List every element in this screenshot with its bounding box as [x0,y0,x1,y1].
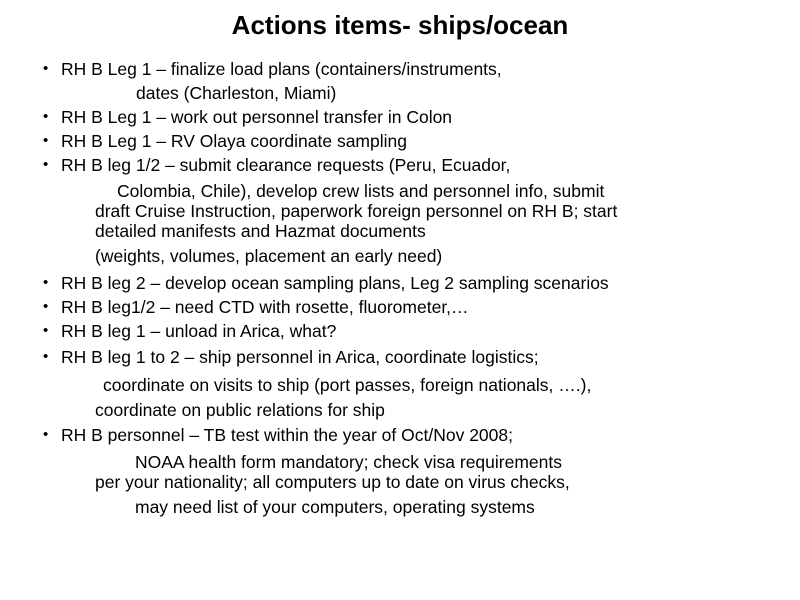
bullet-icon: • [43,156,49,173]
bullet-icon: • [43,322,49,339]
slide-title: Actions items- ships/ocean [231,10,569,40]
bullet-icon: • [43,426,49,443]
item-3-line-1: RH B Leg 1 – RV Olaya coordinate sampling [61,131,407,151]
item-5-line-1: RH B leg 2 – develop ocean sampling plans, Leg 2 sampling scenarios [61,273,609,293]
item-6-line-1: RH B leg1/2 – need CTD with rosette, fluorometer,… [61,297,469,317]
bullet-icon: • [43,274,49,291]
bullet-icon: • [43,108,49,125]
item-9-line-2: NOAA health form mandatory; check visa requirements [135,452,562,472]
item-9-line-4: may need list of your computers, operating systems [135,497,535,517]
bullet-icon: • [43,60,49,77]
item-8-line-2: coordinate on visits to ship (port passes, foreign nationals, ….), [103,375,592,395]
bullet-icon: • [43,348,49,365]
item-4-line-2: Colombia, Chile), develop crew lists and personnel info, submit [117,181,605,201]
item-4-line-5: (weights, volumes, placement an early need) [95,246,443,266]
item-1-line-1: RH B Leg 1 – finalize load plans (containers/instruments, [61,59,502,79]
bullet-icon: • [43,298,49,315]
item-8-line-3: coordinate on public relations for ship [95,400,385,420]
bullet-icon: • [43,132,49,149]
item-9-line-1: RH B personnel – TB test within the year of Oct/Nov 2008; [61,425,513,445]
item-1-line-2: dates (Charleston, Miami) [136,83,337,103]
item-4-line-1: RH B leg 1/2 – submit clearance requests (Peru, Ecuador, [61,155,511,175]
item-2-line-1: RH B Leg 1 – work out personnel transfer in Colon [61,107,453,127]
item-8-line-1: RH B leg 1 to 2 – ship personnel in Arica, coordinate logistics; [61,347,539,367]
item-4-line-4: detailed manifests and Hazmat documents [95,221,426,241]
item-9-line-3: per your nationality; all computers up to date on virus checks, [95,472,570,492]
item-4-line-3: draft Cruise Instruction, paperwork foreign personnel on RH B; start [95,201,618,221]
item-7-line-1: RH B leg 1 – unload in Arica, what? [61,321,337,341]
